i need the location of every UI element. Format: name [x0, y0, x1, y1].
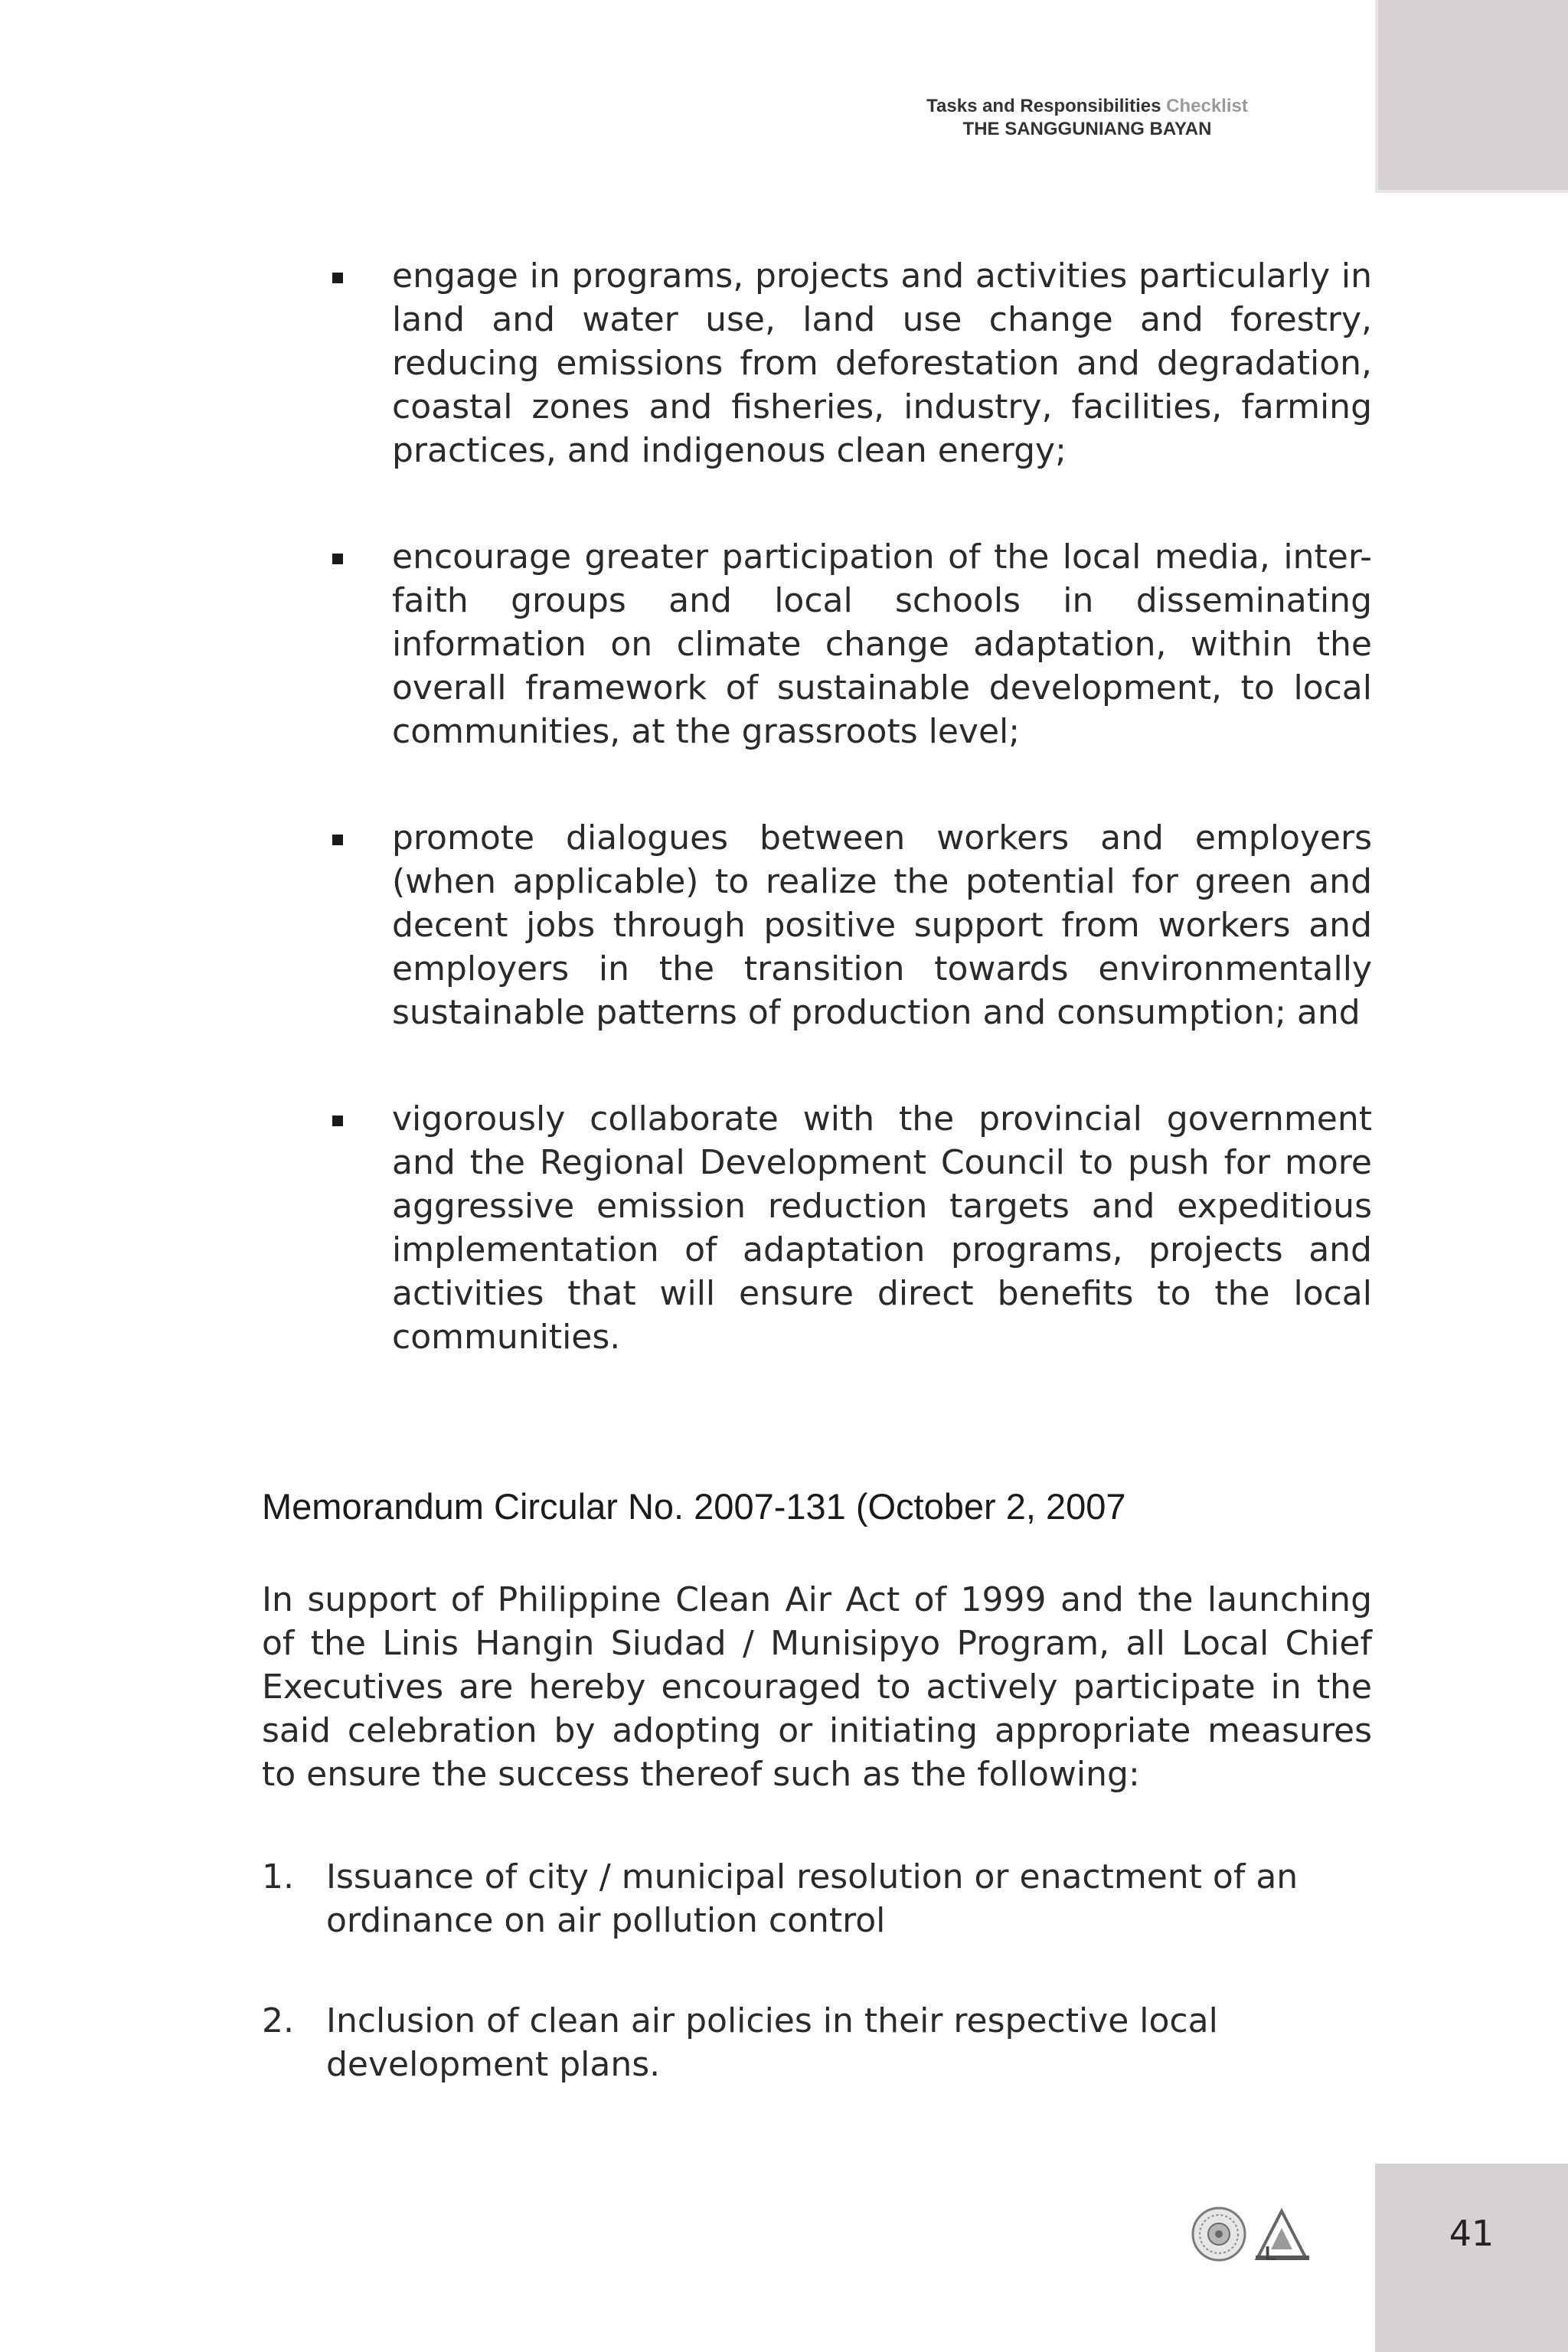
numbered-list	[262, 1855, 1372, 2143]
bullet-text: promote dialogues between workers and employers (when applicable) to realize the potential for green and decent jobs through positive support from workers and employers in the transition towards environmentally sustainable patterns of production and consumption; and	[392, 818, 1372, 1032]
square-bullet-icon	[332, 835, 343, 845]
bullet-item	[329, 535, 1372, 753]
header-subtitle: THE SANGGUNIANG BAYAN	[962, 119, 1212, 139]
bullet-text: encourage greater participation of the local media, inter-faith groups and local schools in disseminating information on climate change adaptation, within the overall framework of sustainable development, to local communities, at the grassroots level;	[392, 537, 1372, 751]
bullet-item	[329, 1097, 1372, 1359]
header-title	[842, 95, 1332, 118]
bullet-text: vigorously collaborate with the provincial government and the Regional Development Council to push for more aggressive emission reduction targets and expeditious implementation of adaptation programs, projects and activities that will ensure direct benefits to the local communities.	[392, 1099, 1372, 1357]
bullet-text: engage in programs, projects and activities particularly in land and water use, land use change and forestry, reducing emissions from deforestation and degradation, coastal zones and fisheries, industry, facilities, farming practices, and indigenous clean energy;	[392, 256, 1372, 470]
square-bullet-icon	[332, 273, 343, 283]
header-title-main: Tasks and Responsibilities	[926, 96, 1161, 116]
footer-logos	[1191, 2205, 1314, 2263]
item-number: 2.	[262, 2001, 294, 2040]
top-corner-tab	[1375, 0, 1568, 193]
section-intro: In support of Philippine Clean Air Act of 1999 and the launching of the Linis Hangin Siudad / Munisipyo Program, all Local Chief Executives are hereby encouraged to actively participate in the said celebration by adopting or initiating appropriate measures to ensure the success thereof such as the following:	[262, 1580, 1372, 1794]
square-bullet-icon	[332, 1116, 343, 1126]
numbered-item	[262, 1855, 1372, 1942]
bullet-list	[329, 254, 1372, 1422]
seal-icon	[1191, 2205, 1314, 2263]
numbered-item	[262, 1999, 1372, 2086]
bullet-item	[329, 254, 1372, 472]
item-text: Issuance of city / municipal resolution or enactment of an ordinance on air pollution control	[326, 1857, 1298, 1940]
square-bullet-icon	[332, 554, 343, 564]
item-text: Inclusion of clean air policies in their respective local development plans.	[326, 2001, 1218, 2084]
lga-logo-icon	[1256, 2211, 1309, 2263]
bottom-corner-tab	[1375, 2164, 1568, 2352]
running-header	[842, 95, 1332, 141]
item-number: 1.	[262, 1857, 294, 1896]
svg-text:L: L	[1265, 2242, 1277, 2263]
bullet-item	[329, 816, 1372, 1034]
header-title-accent: Checklist	[1166, 96, 1248, 116]
section-heading: Memorandum Circular No. 2007-131 (October 2, 2007	[262, 1486, 1126, 1527]
page-number: 41	[1449, 2213, 1494, 2254]
